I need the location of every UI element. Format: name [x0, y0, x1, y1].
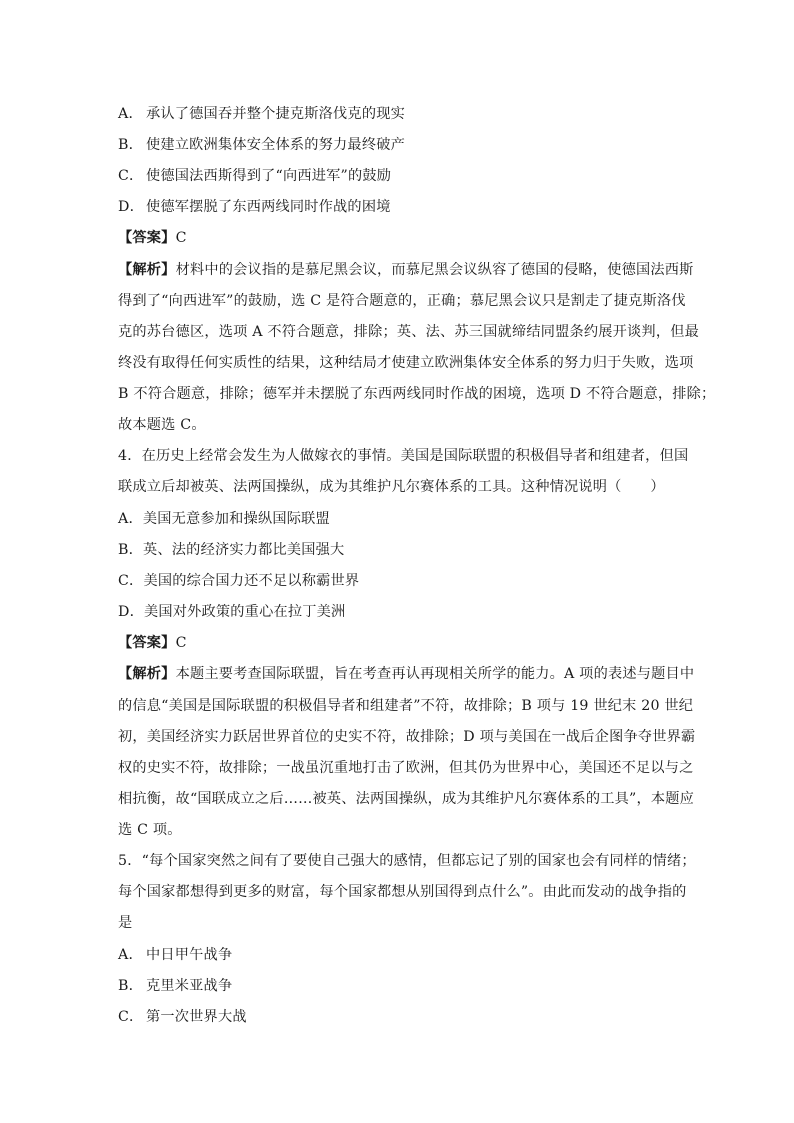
- answer-label: 【答案】: [118, 635, 176, 651]
- q3-option-a: [118, 104, 678, 124]
- option-text: 使德军摆脱了东西两线同时作战的困境: [146, 199, 391, 215]
- q4-analysis-line-1: [118, 664, 695, 684]
- q4-stem-line-1: 4．在历史上经常会发生为人做嫁衣的事情。美国是国际联盟的积极倡导者和组建者，但国: [118, 448, 689, 464]
- option-letter: B．: [118, 137, 144, 153]
- q5-option-c: [118, 1007, 678, 1027]
- q3-analysis-line-1: [118, 260, 694, 280]
- analysis-label: 【解析】: [118, 262, 176, 278]
- answer-label: 【答案】: [118, 230, 176, 246]
- q4-analysis-line-6: 选 C 项。: [118, 822, 182, 838]
- q3-analysis-line-5: B 不符合题意，排除；德军并未摆脱了东西两线同时作战的困境，选项 D 不符合题意，排除；: [118, 386, 716, 402]
- answer-value: C: [175, 635, 187, 651]
- analysis-label: 【解析】: [118, 666, 176, 682]
- option-letter: A．: [118, 947, 143, 963]
- option-letter: D．: [118, 604, 144, 620]
- q5-option-b: [118, 976, 678, 996]
- option-text: 美国无意参加和操纵国际联盟: [142, 511, 330, 527]
- option-letter: D．: [118, 199, 144, 215]
- option-letter: C．: [118, 573, 144, 589]
- q3-option-c: [118, 166, 678, 186]
- q4-analysis-line-5: 相抗衡，故“国联成立之后……被英、法两国操纵，成为其维护凡尔赛体系的工具”，本题应: [118, 791, 695, 807]
- q3-analysis-line-6: 故本题选 C。: [118, 417, 206, 433]
- q4-analysis-line-4: 权的史实不符，故排除；一战虽沉重地打击了欧洲，但其仍为世界中心，美国还不足以与之: [118, 760, 694, 776]
- option-text: 第一次世界大战: [146, 1009, 247, 1025]
- q4-option-c: [118, 571, 678, 591]
- option-letter: C．: [118, 168, 144, 184]
- q4-stem-line-2: 联成立后却被英、法两国操纵，成为其维护凡尔赛体系的工具。这种情况说明（ ）: [118, 479, 665, 495]
- q4-option-b: [118, 540, 678, 560]
- q3-answer: [118, 228, 678, 248]
- option-letter: B．: [118, 978, 144, 994]
- option-letter: B．: [118, 542, 144, 558]
- option-letter: C．: [118, 1009, 144, 1025]
- option-letter: A．: [118, 511, 143, 527]
- q5-stem-line-1: 5．“每个国家突然之间有了要使自己强大的感情，但都忘记了别的国家也会有同样的情绪；: [118, 853, 696, 869]
- q5-stem-line-3: 是: [118, 915, 133, 931]
- q4-option-a: [118, 509, 678, 529]
- option-text: 中日甲午战争: [146, 947, 233, 963]
- q5-option-a: [118, 945, 678, 965]
- q3-option-b: [118, 135, 678, 155]
- q4-option-d: [118, 602, 678, 622]
- option-letter: A．: [118, 106, 143, 122]
- option-text: 使德国法西斯得到了“向西进军”的鼓励: [146, 168, 392, 184]
- option-text: 使建立欧洲集体安全体系的努力最终破产: [146, 137, 405, 153]
- q3-option-d: [118, 197, 678, 217]
- q3-analysis-line-2: 得到了“向西进军”的鼓励，选 C 是符合题意的，正确；慕尼黑会议只是割走了捷克斯洛伐: [118, 293, 686, 309]
- q4-analysis-line-2: 的信息“美国是国际联盟的积极倡导者和组建者”不符，故排除；B 项与 19 世纪末 20 世纪: [118, 698, 694, 714]
- q4-analysis-line-3: 初，美国经济实力跃居世界首位的史实不符，故排除；D 项与美国在一战后企图争夺世界霸: [118, 729, 696, 745]
- analysis-text: 本题主要考查国际联盟，旨在考查再认再现相关所学的能力。A 项的表述与题目中: [175, 666, 695, 682]
- analysis-text: 材料中的会议指的是慕尼黑会议，而慕尼黑会议纵容了德国的侵略，使德国法西斯: [175, 262, 694, 278]
- option-text: 克里米亚战争: [146, 978, 233, 994]
- q4-answer: [118, 633, 678, 653]
- option-text: 美国的综合国力还不足以称霸世界: [143, 573, 360, 589]
- q3-analysis-line-3: 克的苏台德区，选项 A 不符合题意，排除；英、法、苏三国就缔结同盟条约展开谈判，但最: [118, 324, 699, 340]
- answer-value: C: [175, 230, 187, 246]
- option-text: 英、法的经济实力都比美国强大: [143, 542, 345, 558]
- option-text: 美国对外政策的重心在拉丁美洲: [143, 604, 346, 620]
- q3-analysis-line-4: 终没有取得任何实质性的结果，这种结局才使建立欧洲集体安全体系的努力归于失败，选项: [118, 355, 694, 371]
- q5-stem-line-2: 每个国家都想得到更多的财富，每个国家都想从别国得到点什么”。由此而发动的战争指的: [118, 884, 687, 900]
- option-text: 承认了德国吞并整个捷克斯洛伐克的现实: [146, 106, 405, 122]
